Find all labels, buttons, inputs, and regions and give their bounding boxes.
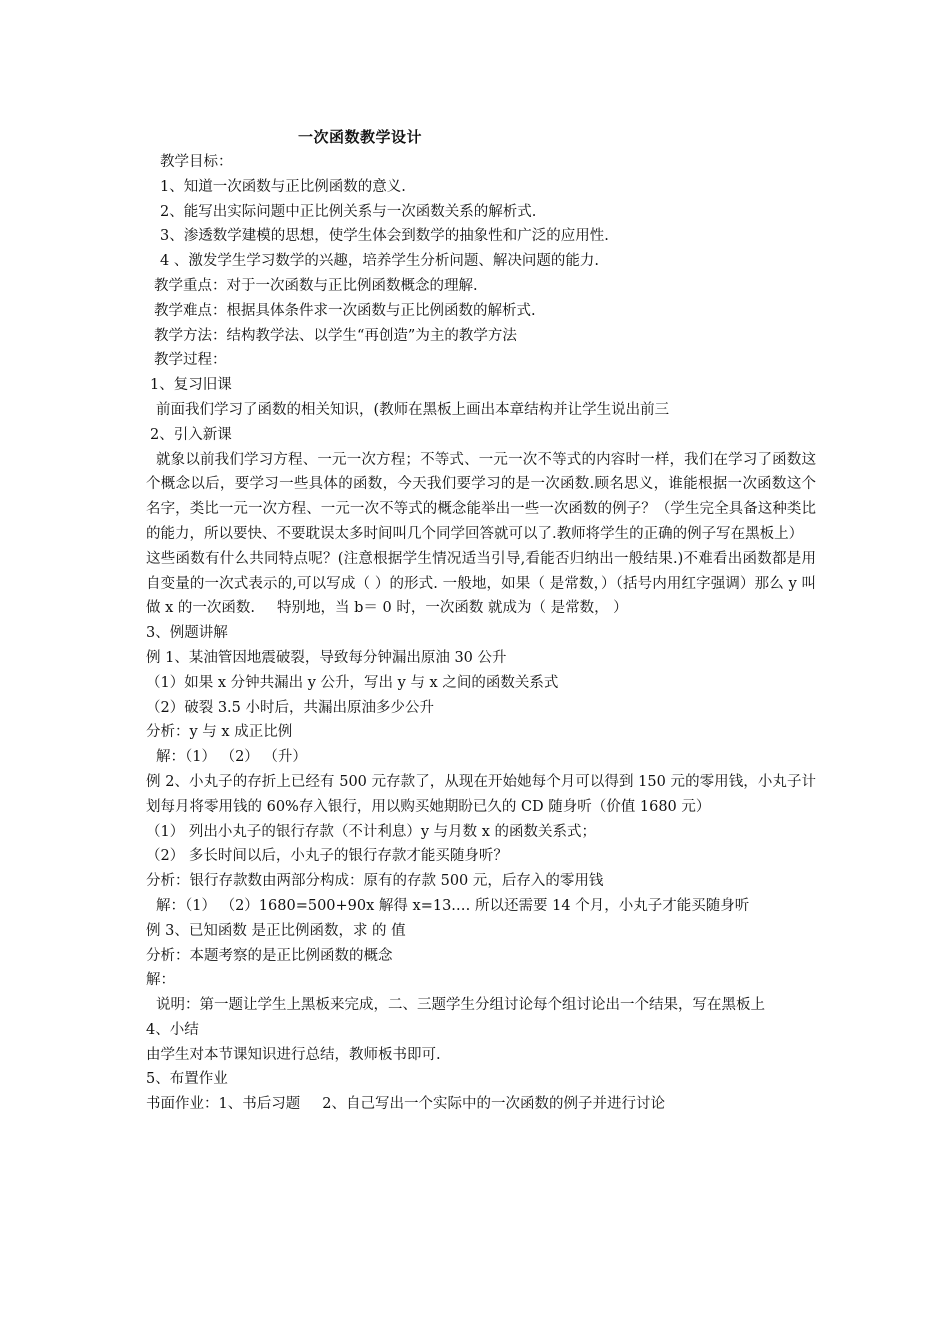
example1-question-2: （2）破裂 3.5 小时后，共漏出原油多少公升 bbox=[146, 699, 435, 716]
review-text: 前面我们学习了函数的相关知识，(教师在黑板上画出本章结构并让学生说出前三 bbox=[156, 401, 670, 418]
example2-question-2: （2） 多长时间以后，小丸子的银行存款才能买随身听？ bbox=[146, 848, 508, 865]
key-point: 教学重点：对于一次函数与正比例函数概念的理解. bbox=[154, 277, 478, 294]
example2-question-1: （1） 列出小丸子的银行存款（不计利息）y 与月数 x 的函数关系式； bbox=[146, 823, 597, 840]
objective-item: 2、能写出实际问题中正比例关系与一次函数关系的解析式. bbox=[160, 203, 537, 220]
summary-text: 由学生对本节课知识进行总结，教师板书即可. bbox=[146, 1046, 441, 1063]
summary-heading: 4、小结 bbox=[146, 1021, 199, 1038]
example1-analysis: 分析：y 与 x 成正比例 bbox=[146, 724, 293, 741]
objective-item: 1、知道一次函数与正比例函数的意义. bbox=[160, 178, 406, 195]
example2-solution: 解：（1） （2）1680=500+90x 解得 x=13.… 所以还需要 14 个月，小丸子才能买随身听 bbox=[156, 897, 750, 914]
homework-text-b: 2、自己写出一个实际中的一次函数的例子并进行讨论 bbox=[322, 1096, 665, 1113]
example2-analysis: 分析：银行存款数由两部分构成：原有的存款 500 元，后存入的零用钱 bbox=[146, 873, 604, 890]
example2-prompt: 例 2、小丸子的存折上已经有 500 元存款了，从现在开始她每个月可以得到 150 元的零用钱，小丸子计划每月将零用钱的 60%存入银行，用以购买她期盼已久的 CD 随身听（价值 1680 元） bbox=[146, 773, 816, 815]
document-title: 一次函数教学设计 bbox=[298, 128, 423, 146]
objective-item: 4 、激发学生学习数学的兴趣，培养学生分析问题、解决问题的能力. bbox=[160, 253, 599, 270]
intro-paragraph: 就象以前我们学习方程、一元一次方程；不等式、一元一次不等式的内容时一样，我们在学习了函数这个概念以后，要学习一些具体的函数，今天我们要学习的是一次函数.顾名思义，谁能根据一次函数这个名字，类比一元一次方程、一元一次不等式的概念能举出一些一次函数的例子？（学生完全具备这种类比的能力，所以要快、不要耽误太多时间叫几个同学回答就可以了.教师将学生的正确的例子写在黑板上） bbox=[146, 451, 816, 542]
examples-heading: 3、例题讲解 bbox=[146, 625, 228, 642]
features-paragraph-a: 这些函数有什么共同特点呢？(注意根据学生情况适当引导,看能否归纳出一般结果.)不难看出函数都是用自变量的一次式表示的,可以写成（ ）的形式. 一般地，如果（ 是常数，）（括号内用红字强调）那么 y 叫做 x 的一次函数. bbox=[146, 550, 816, 617]
homework-text-a: 书面作业：1、书后习题 bbox=[146, 1096, 301, 1113]
homework-text bbox=[146, 1092, 816, 1117]
example3-prompt: 例 3、已知函数 是正比例函数，求 的 值 bbox=[146, 922, 406, 939]
teaching-method: 教学方法：结构教学法、以学生“再创造”为主的教学方法 bbox=[154, 327, 517, 344]
document-body bbox=[146, 150, 816, 1117]
example1-question-1: （1）如果 x 分钟共漏出 y 公升，写出 y 与 x 之间的函数关系式 bbox=[146, 674, 559, 691]
features-paragraph-b: 特别地，当 b＝ 0 时，一次函数 就成为（ 是常数， ） bbox=[277, 600, 628, 617]
example1-solution: 解：（1） （2） （升） bbox=[156, 749, 307, 766]
example1-prompt: 例 1、某油管因地震破裂，导致每分钟漏出原油 30 公升 bbox=[146, 649, 507, 666]
features-paragraph bbox=[146, 547, 816, 621]
example3-solution: 解： bbox=[146, 972, 175, 989]
teaching-note: 说明：第一题让学生上黑板来完成，二、三题学生分组讨论每个组讨论出一个结果，写在黑板上 bbox=[156, 997, 765, 1014]
process-heading: 教学过程： bbox=[154, 352, 227, 369]
homework-heading: 5、布置作业 bbox=[146, 1071, 228, 1088]
intro-heading: 2、引入新课 bbox=[150, 426, 232, 443]
objective-item: 3、渗透数学建模的思想，使学生体会到数学的抽象性和广泛的应用性. bbox=[160, 228, 609, 245]
difficulty: 教学难点：根据具体条件求一次函数与正比例函数的解析式. bbox=[154, 302, 536, 319]
objectives-heading: 教学目标： bbox=[160, 154, 233, 170]
example3-analysis: 分析：本题考察的是正比例函数的概念 bbox=[146, 947, 393, 964]
review-heading: 1、复习旧课 bbox=[150, 377, 232, 394]
